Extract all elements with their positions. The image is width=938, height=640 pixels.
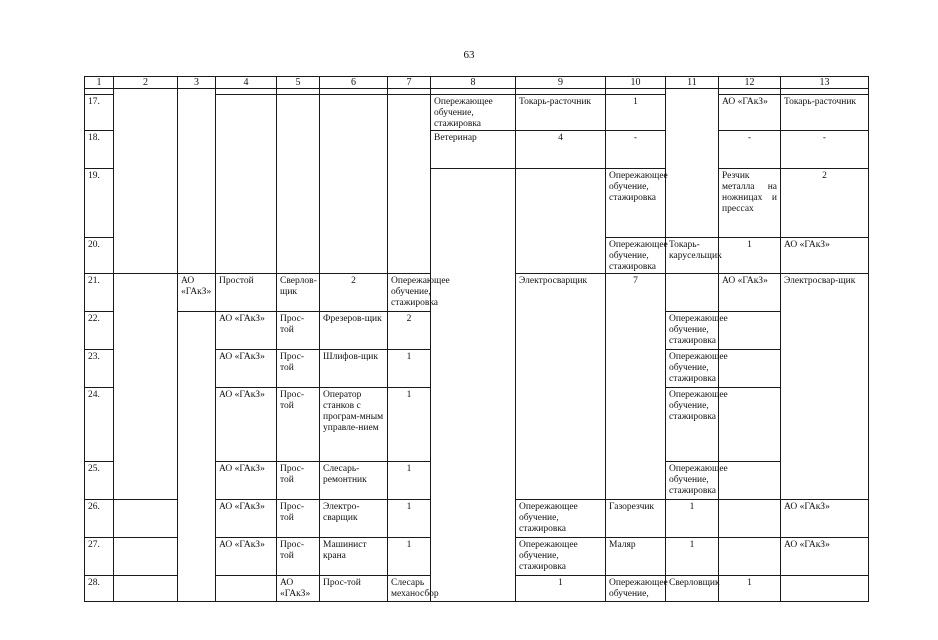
training-type: Опережающее обучение, стажировка	[516, 500, 606, 538]
row-number: 20.	[85, 238, 114, 274]
header-row	[85, 77, 869, 89]
training-type: Опережающее обучение, стажировка	[666, 350, 719, 388]
page-number: 63	[463, 49, 475, 61]
row-number: 17.	[85, 95, 114, 131]
profession-in: Машинист крана	[320, 538, 388, 576]
training-type: Опережающее обучение, стажировка	[666, 462, 719, 500]
row-number: 19.	[85, 169, 114, 238]
simple-status: Прос-той	[320, 576, 388, 602]
header-cell: 10	[606, 77, 666, 89]
profession: Маляр	[606, 538, 666, 576]
organization: АО «ГАкЗ»	[216, 538, 277, 576]
profession: Сверловщик	[666, 576, 719, 602]
count: 2	[781, 169, 869, 238]
row-number: 24.	[85, 388, 114, 462]
row-number: 18.	[85, 131, 114, 169]
organization: АО «ГАкЗ»	[178, 274, 216, 312]
col4-value: -	[606, 131, 666, 169]
profession-in: Сверлов-щик	[277, 274, 320, 312]
header-cell: 9	[516, 77, 606, 89]
training-type: Опережающее обучение, стажировка	[431, 95, 516, 131]
profession-in: Шлифов-щик	[320, 350, 388, 388]
profession-in: Слесарь механосбор	[388, 576, 431, 602]
count: 7	[606, 274, 666, 500]
header-cell: 5	[277, 77, 320, 89]
organization: АО «ГАкЗ»	[216, 500, 277, 538]
organization: АО «ГАкЗ»	[719, 95, 781, 131]
row-number: 28.	[85, 576, 114, 602]
count-in: 1	[388, 500, 431, 538]
organization: АО «ГАкЗ»	[277, 576, 320, 602]
header-cell: 4	[216, 77, 277, 89]
simple-status: Прос-той	[277, 538, 320, 576]
organization: АО «ГАкЗ»	[719, 274, 781, 312]
header-cell: 13	[781, 77, 869, 89]
header-cell: 3	[178, 77, 216, 89]
target-profession: Электросвар-щик	[781, 274, 869, 500]
simple-status: Прос-той	[277, 388, 320, 462]
training-type: Опережающее обучение, стажировка	[606, 169, 666, 238]
header-cell: 11	[666, 77, 719, 89]
training-type: Опережающее обучение, стажировка	[666, 388, 719, 462]
row-number: 21.	[85, 274, 114, 312]
simple-status: Прос-той	[277, 462, 320, 500]
count: 1	[606, 95, 666, 131]
organization: АО «ГАкЗ»	[781, 538, 869, 576]
training-type: Опережающее обучение, стажировка	[606, 238, 666, 274]
profession-in: Электро-сварщик	[320, 500, 388, 538]
training-table	[84, 76, 869, 602]
count-in: 1	[388, 538, 431, 576]
organization: АО «ГАкЗ»	[216, 350, 277, 388]
simple-status: Прос-той	[277, 350, 320, 388]
profession: Токарь-карусельщик	[666, 238, 719, 274]
organization: АО «ГАкЗ»	[216, 462, 277, 500]
training-type: Опережающее обучение, стажировка	[388, 274, 431, 312]
organization: АО «ГАкЗ»	[216, 388, 277, 462]
col5-value: -	[719, 131, 781, 169]
col2-value: Ветеринар	[431, 131, 516, 169]
count: 1	[719, 576, 781, 602]
col6-value: -	[781, 131, 869, 169]
header-cell: 1	[85, 77, 114, 89]
profession-in: Оператор станков с програм-мным управле-нием	[320, 388, 388, 462]
count-in: 1	[388, 462, 431, 500]
training-type: Опережающее обучение, стажировка	[516, 538, 606, 576]
header-cell: 7	[388, 77, 431, 89]
profession: Токарь-расточник	[516, 95, 606, 131]
header-cell: 8	[431, 77, 516, 89]
row-number: 27.	[85, 538, 114, 576]
count-in: 2	[320, 274, 388, 312]
simple-status: Прос-той	[277, 500, 320, 538]
organization: АО «ГАкЗ»	[781, 238, 869, 274]
target-profession: Токарь-расточник	[781, 95, 869, 131]
training-type: Опережающее обучение, стажировка	[666, 312, 719, 350]
row-number: 25.	[85, 462, 114, 500]
organization: АО «ГАкЗ»	[216, 312, 277, 350]
header-cell: 6	[320, 77, 388, 89]
simple-status: Простой	[216, 274, 277, 312]
profession-in: Слесарь-ремонтник	[320, 462, 388, 500]
profession: Газорезчик	[606, 500, 666, 538]
count-in: 1	[516, 576, 606, 602]
count-in: 1	[388, 350, 431, 388]
count-in: 2	[388, 312, 431, 350]
profession: Электросварщик	[516, 274, 606, 500]
count: 1	[719, 238, 781, 274]
col3-value: 4	[516, 131, 606, 169]
profession: Резчик металла на ножницах и прессах	[719, 169, 781, 238]
header-cell: 12	[719, 77, 781, 89]
row-number: 22.	[85, 312, 114, 350]
header-cell: 2	[114, 77, 178, 89]
row-number: 26.	[85, 500, 114, 538]
row-number: 23.	[85, 350, 114, 388]
organization: АО «ГАкЗ»	[781, 500, 869, 538]
count: 1	[666, 538, 719, 576]
training-type: Опережающее обучение,	[606, 576, 666, 602]
simple-status: Прос-той	[277, 312, 320, 350]
count-in: 1	[388, 388, 431, 462]
count: 1	[666, 500, 719, 538]
profession-in: Фрезеров-щик	[320, 312, 388, 350]
